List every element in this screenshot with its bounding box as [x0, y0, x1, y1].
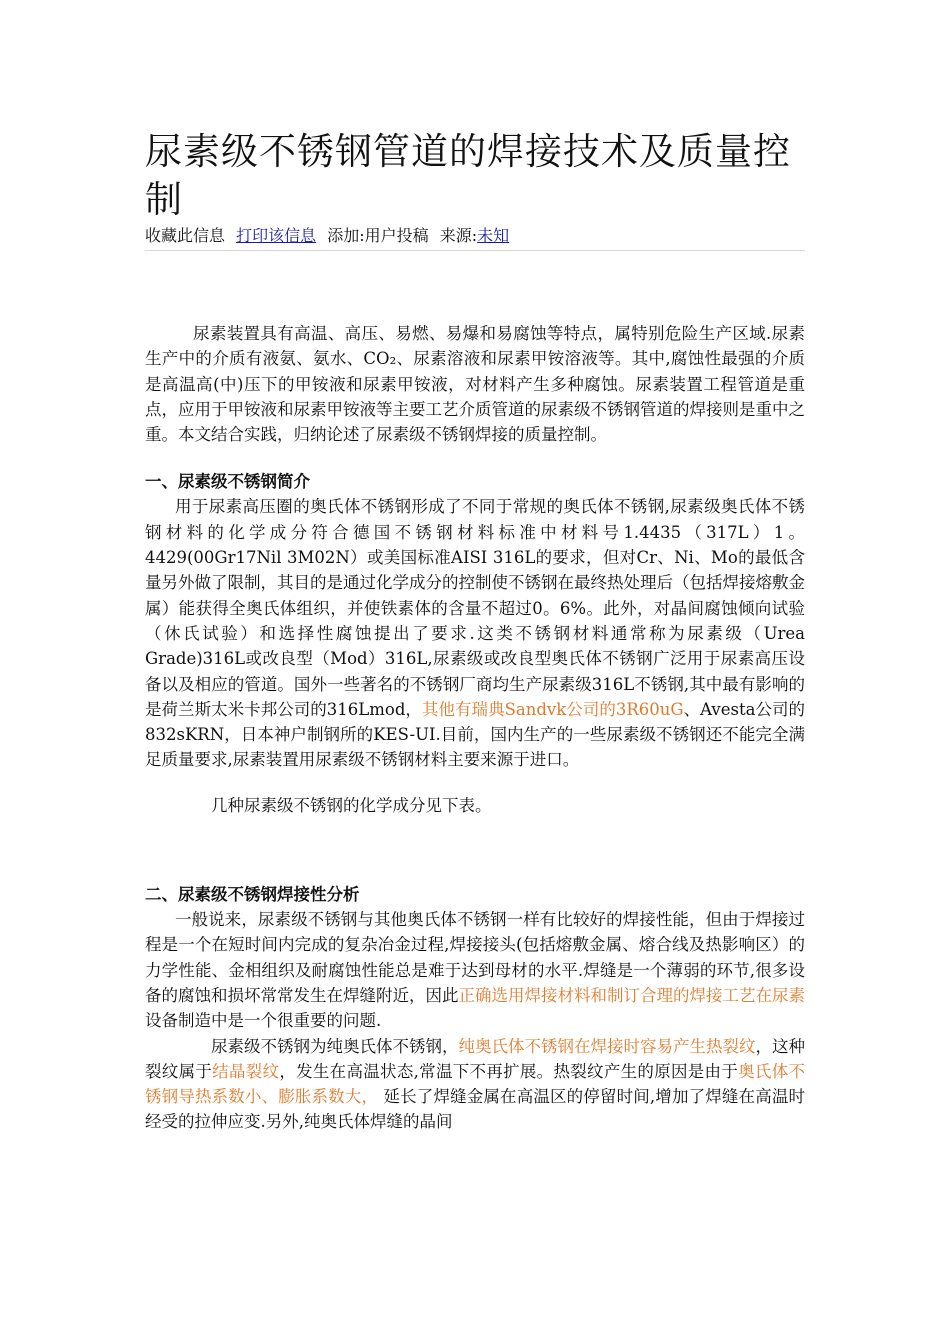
- print-info-link[interactable]: 打印该信息: [236, 226, 317, 245]
- section-2-p2-text-a: 尿素级不锈钢为纯奥氏体不锈钢，: [211, 1036, 459, 1056]
- added-by-label: 添加:用户投稿: [327, 226, 429, 245]
- table-note: 几种尿素级不锈钢的化学成分见下表。: [211, 795, 492, 815]
- section-2-p1-text-b: 设备制造中是一个很重要的问题.: [145, 1011, 382, 1031]
- article: [145, 128, 805, 1135]
- section-2-p2-text-c: ，发生在高温状态,常温下不再扩展。热裂纹产生的原因是由于: [279, 1061, 739, 1081]
- section-1-heading: 一、尿素级不锈钢简介: [145, 472, 310, 492]
- section-2-paragraph-1: [145, 907, 805, 1033]
- source-link[interactable]: 未知: [477, 226, 510, 245]
- section-2-p2-highlight-2: 结晶裂纹: [212, 1061, 280, 1081]
- section-1-text-a: 用于尿素高压圈的奥氏体不锈钢形成了不同于常规的奥氏体不锈钢,尿素级奥氏体不锈钢材料的化学成分符合德国不锈钢材料标准中材料号1.4435（317L）1。4429(00Gr17Nil 3M02N）或美国标准AISI 316L的要求，但对Cr、Ni、Mo的最低含量另外做了限制，其目的是通过化学成分的控制使不锈钢在最终热处理后（包括焊接熔敷金属）能获得全奥氏体组织，并使铁素体的含量不超过0。6%。此外，对晶间腐蚀倾向试验（休氏试验）和选择性腐蚀提出了要求.这类不锈钢材料通常称为尿素级（Urea Grade)316L或改良型（Mod）316L,尿素级或改良型奥氏体不锈钢广泛用于尿素高压设备以及相应的管道。国外一些著名的不锈钢厂商均生产尿素级316L不锈钢,其中最有影响的是荷兰斯太米卡邦公司的316Lmod，: [145, 497, 805, 719]
- section-2-paragraph-2: [145, 1034, 805, 1135]
- section-2-p2-text-b: ，这种裂纹属于: [145, 1036, 805, 1081]
- source-label: 来源:: [439, 226, 478, 245]
- collect-info-label[interactable]: 收藏此信息: [145, 226, 226, 245]
- section-2-p2-highlight-3: 奥氏体不锈钢导热系数小、膨胀系数大，: [145, 1061, 806, 1107]
- section-2-p2-highlight-1: 纯奥氏体不锈钢在焊接时容易产生热裂纹: [458, 1036, 756, 1056]
- section-2-p1-highlight: 正确选用焊接材料和制订合理的焊接工艺在尿素: [458, 985, 805, 1005]
- section-2-heading: 二、尿素级不锈钢焊接性分析: [145, 885, 360, 905]
- intro-paragraph: 尿素装置具有高温、高压、易燃、易爆和易腐蚀等特点，属特别危险生产区域.尿素生产中的介质有液氨、氨水、CO₂、尿素溶液和尿素甲铵溶液等。其中,腐蚀性最强的介质是高温高(中)压下的甲铵液和尿素甲铵液，对材料产生多种腐蚀。尿素装置工程管道是重点，应用于甲铵液和尿素甲铵液等主要工艺介质管道的尿素级不锈钢管道的焊接则是重中之重。本文结合实践，归纳论述了尿素级不锈钢焊接的质量控制。: [145, 324, 805, 445]
- section-1-text-b: 、Avesta公司的832sKRN，日本神户制钢所的KES-UI.目前，国内生产的一些尿素级不锈钢还不能完全满足质量要求,尿素装置用尿素级不锈钢材料主要来源于进口。: [145, 699, 806, 770]
- article-meta-bar: [145, 224, 805, 251]
- section-1-paragraph: [145, 494, 805, 772]
- section-2-p1-text-a: 一般说来，尿素级不锈钢与其他奥氏体不锈钢一样有比较好的焊接性能，但由于焊接过程是一个在短时间内完成的复杂冶金过程,焊接接头(包括熔敷金属、熔合线及热影响区）的力学性能、金相组织及耐腐蚀性能总是难于达到母材的水平.焊缝是一个薄弱的环节,很多设备的腐蚀和损坏常常发生在焊缝附近，因此: [145, 910, 805, 1005]
- page-title: 尿素级不锈钢管道的焊接技术及质量控制: [145, 130, 791, 221]
- section-1-highlight: 其他有瑞典Sandvk公司的3R60uG: [421, 699, 684, 719]
- section-2-p2-text-d: 延长了焊缝金属在高温区的停留时间,增加了焊缝在高温时经受的拉伸应变.另外,纯奥氏体焊缝的晶间: [145, 1087, 805, 1132]
